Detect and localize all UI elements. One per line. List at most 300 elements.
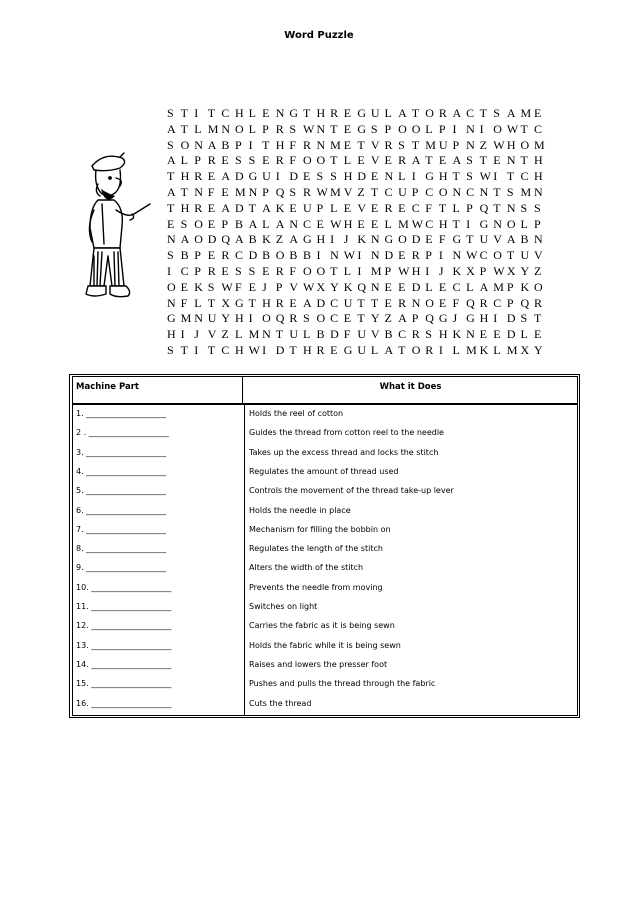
grid-letter: T — [357, 137, 365, 152]
grid-letter: U — [357, 327, 366, 342]
grid-letter: Y — [330, 279, 339, 294]
grid-letter: O — [493, 248, 502, 263]
grid-letter: Z — [357, 184, 365, 199]
grid-letter: E — [479, 327, 487, 342]
grid-letter: R — [384, 200, 393, 215]
grid-letter: E — [207, 200, 216, 215]
grid-letter: E — [207, 216, 216, 231]
grid-letter: C — [330, 295, 339, 310]
grid-letter: D — [411, 232, 421, 247]
grid-letter: D — [207, 232, 217, 247]
grid-letter: H — [180, 200, 190, 215]
grid-letter: E — [302, 169, 311, 184]
grid-letter: R — [438, 106, 447, 120]
grid-letter: Z — [534, 263, 542, 278]
grid-letter: E — [398, 200, 406, 215]
grid-letter: O — [302, 263, 312, 278]
grid-letter: H — [479, 311, 489, 326]
header-what-it-does: What it Does — [379, 382, 442, 392]
grid-letter: E — [207, 248, 216, 263]
grid-letter: V — [534, 248, 543, 263]
grid-letter: V — [370, 153, 380, 168]
grid-letter: O — [520, 137, 530, 152]
grid-letter: Q — [357, 279, 366, 294]
grid-letter: L — [398, 169, 406, 184]
grid-letter: V — [370, 137, 380, 152]
grid-letter: O — [262, 311, 271, 326]
grid-letter: T — [479, 153, 487, 168]
grid-letter: R — [207, 263, 216, 278]
grid-letter: S — [248, 153, 256, 168]
grid-row — [167, 167, 577, 183]
grid-letter: V — [357, 200, 366, 215]
grid-letter: T — [398, 342, 406, 357]
grid-letter: N — [275, 106, 285, 120]
grid-letter: A — [289, 232, 299, 247]
grid-letter: E — [248, 279, 256, 294]
grid-letter: O — [194, 216, 203, 231]
answer-blank[interactable]: 2 . ____________________ — [76, 428, 169, 438]
grid-letter: B — [180, 248, 189, 263]
grid-letter: A — [506, 106, 516, 120]
grid-letter: E — [262, 106, 270, 120]
grid-letter: C — [221, 106, 230, 120]
grid-letter: R — [479, 295, 488, 310]
answer-blank[interactable]: 4. ____________________ — [76, 466, 167, 476]
grid-letter: K — [357, 232, 366, 247]
grid-letter: T — [357, 295, 365, 310]
grid-letter: P — [438, 121, 446, 136]
grid-letter: R — [302, 184, 311, 199]
grid-letter: O — [411, 121, 421, 136]
grid-letter: T — [411, 137, 420, 152]
grid-letter: T — [438, 200, 447, 215]
grid-letter: N — [194, 184, 203, 199]
grid-letter: S — [167, 342, 174, 357]
grid-letter: R — [302, 137, 311, 152]
grid-letter: Z — [275, 232, 284, 247]
grid-letter: M — [234, 184, 246, 199]
grid-letter: M — [466, 342, 477, 357]
grid-letter: B — [262, 248, 271, 263]
answer-blank[interactable]: 12. ____________________ — [76, 621, 172, 631]
answer-blank[interactable]: 13. ____________________ — [76, 640, 172, 650]
grid-letter: A — [221, 200, 231, 215]
grid-letter: D — [234, 169, 244, 184]
grid-letter: N — [534, 232, 543, 247]
grid-letter: G — [289, 106, 299, 120]
grid-letter: T — [248, 200, 256, 215]
grid-letter: L — [262, 216, 270, 231]
grid-letter: L — [384, 216, 392, 231]
grid-letter: W — [330, 216, 342, 231]
grid-letter: P — [479, 263, 487, 278]
grid-letter: Q — [425, 311, 434, 326]
grid-letter: J — [343, 232, 349, 247]
grid-letter: A — [302, 295, 312, 310]
grid-letter: E — [221, 263, 229, 278]
grid-letter: E — [330, 342, 338, 357]
grid-letter: O — [506, 216, 516, 231]
answer-blank[interactable]: 8. ____________________ — [76, 544, 167, 554]
grid-letter: N — [493, 216, 502, 231]
grid-letter: U — [302, 200, 312, 215]
grid-letter: E — [534, 106, 542, 120]
grid-letter: L — [425, 279, 433, 294]
grid-letter: R — [275, 121, 284, 136]
grid-letter: U — [398, 184, 407, 199]
grid-letter: X — [466, 263, 475, 278]
grid-letter: I — [357, 248, 362, 263]
grid-letter: E — [493, 153, 501, 168]
grid-letter: I — [425, 263, 430, 278]
grid-letter: A — [248, 216, 258, 231]
grid-letter: U — [357, 342, 366, 357]
grid-letter: A — [398, 311, 407, 326]
grid-letter: O — [275, 248, 285, 263]
grid-row — [167, 262, 577, 278]
grid-letter: I — [167, 263, 171, 278]
grid-letter: I — [275, 169, 280, 184]
grid-letter: E — [316, 216, 324, 231]
grid-letter: N — [506, 200, 516, 215]
grid-letter: S — [167, 248, 174, 263]
grid-letter: I — [493, 311, 498, 326]
grid-letter: L — [452, 200, 460, 215]
grid-letter: T — [180, 342, 188, 357]
grid-row — [167, 230, 577, 246]
grid-letter: T — [493, 200, 501, 215]
grid-letter: E — [221, 153, 229, 168]
grid-letter: N — [316, 121, 326, 136]
grid-letter: L — [302, 327, 311, 342]
grid-letter: L — [452, 342, 460, 357]
grid-letter: E — [167, 216, 175, 231]
answer-blank[interactable]: 7. ____________________ — [76, 524, 167, 534]
grid-letter: A — [398, 106, 407, 120]
part-description: Pushes and pulls the thread through the fabric — [249, 679, 436, 689]
part-description: Prevents the needle from moving — [249, 582, 383, 592]
grid-letter: L — [520, 216, 528, 231]
answer-blank[interactable]: 1. ____________________ — [76, 409, 167, 418]
answer-blank[interactable]: 15. ____________________ — [76, 679, 172, 689]
grid-letter: Q — [479, 200, 489, 215]
grid-letter: C — [180, 263, 189, 278]
grid-letter: L — [248, 121, 256, 136]
grid-letter: O — [425, 106, 434, 120]
grid-letter: G — [466, 311, 475, 326]
answer-blank[interactable]: 5. ____________________ — [76, 486, 167, 496]
grid-letter: A — [411, 153, 421, 168]
grid-letter: O — [234, 121, 244, 136]
grid-letter: I — [194, 106, 199, 120]
grid-letter: N — [384, 169, 394, 184]
grid-letter: L — [180, 153, 188, 168]
grid-row — [167, 341, 577, 357]
grid-letter: H — [438, 327, 448, 342]
grid-letter: M — [520, 184, 532, 199]
answer-blank[interactable]: 14. ____________________ — [76, 659, 172, 669]
grid-letter: K — [452, 263, 462, 278]
grid-letter: T — [466, 232, 474, 247]
grid-letter: T — [520, 121, 528, 136]
grid-letter: J — [438, 263, 444, 278]
grid-letter: D — [384, 248, 394, 263]
grid-row — [167, 199, 577, 215]
grid-letter: N — [466, 121, 475, 136]
grid-letter: P — [384, 121, 392, 136]
grid-letter: L — [466, 279, 474, 294]
grid-letter: S — [167, 106, 174, 120]
answer-blank[interactable]: 11. ____________________ — [76, 602, 172, 611]
grid-letter: H — [506, 137, 516, 152]
word-search-grid — [167, 104, 577, 357]
grid-letter: M — [370, 263, 382, 278]
grid-letter: C — [466, 106, 475, 120]
grid-letter: Q — [275, 311, 285, 326]
grid-letter: T — [357, 311, 365, 326]
grid-letter: T — [275, 327, 284, 342]
grid-letter: A — [384, 342, 394, 357]
grid-letter: F — [452, 295, 460, 310]
grid-letter: E — [180, 279, 188, 294]
grid-letter: P — [452, 137, 460, 152]
grid-letter: L — [425, 121, 433, 136]
answer-blank[interactable]: 6. ____________________ — [76, 505, 167, 515]
grid-letter: V — [343, 184, 353, 199]
grid-letter: A — [506, 232, 516, 247]
grid-letter: R — [289, 311, 298, 326]
grid-letter: E — [357, 216, 365, 231]
grid-letter: X — [506, 263, 516, 278]
grid-letter: P — [221, 216, 229, 231]
grid-letter: O — [316, 263, 326, 278]
grid-letter: A — [479, 279, 489, 294]
grid-letter: I — [180, 327, 185, 342]
grid-letter: R — [411, 248, 420, 263]
grid-letter: G — [438, 311, 448, 326]
grid-letter: S — [316, 169, 324, 184]
grid-letter: T — [411, 106, 420, 120]
grid-letter: V — [370, 327, 380, 342]
grid-letter: E — [343, 106, 352, 120]
grid-letter: T — [520, 153, 528, 168]
grid-letter: L — [330, 200, 338, 215]
grid-letter: F — [438, 232, 446, 247]
grid-letter: T — [180, 106, 188, 120]
grid-letter: R — [316, 342, 325, 357]
grid-letter: N — [534, 184, 543, 199]
grid-letter: A — [180, 232, 190, 247]
grid-letter: N — [221, 121, 231, 136]
grid-letter: D — [506, 311, 516, 326]
grid-letter: G — [384, 232, 394, 247]
grid-letter: G — [357, 121, 366, 136]
grid-letter: G — [234, 295, 244, 310]
grid-letter: B — [289, 248, 298, 263]
part-description: Carries the fabric as it is being sewn — [249, 621, 395, 631]
grid-letter: P — [275, 279, 283, 294]
grid-letter: L — [520, 327, 528, 342]
grid-letter: E — [425, 232, 433, 247]
grid-letter: Q — [275, 184, 285, 199]
grid-letter: M — [330, 184, 341, 199]
grid-letter: O — [194, 232, 203, 247]
grid-letter: D — [248, 248, 258, 263]
grid-letter: O — [398, 121, 407, 136]
grid-letter: V — [207, 327, 217, 342]
grid-letter: N — [452, 248, 462, 263]
grid-letter: C — [520, 169, 529, 184]
grid-row — [167, 183, 577, 199]
grid-letter: I — [466, 216, 471, 231]
grid-letter: H — [275, 137, 285, 152]
grid-letter: S — [466, 153, 473, 168]
grid-letter: O — [180, 137, 190, 152]
grid-letter: E — [343, 200, 352, 215]
grid-letter: R — [221, 248, 230, 263]
grid-letter: R — [207, 153, 216, 168]
grid-letter: E — [370, 169, 379, 184]
grid-letter: P — [384, 263, 392, 278]
grid-letter: H — [534, 169, 543, 184]
grid-letter: K — [452, 327, 462, 342]
grid-letter: T — [207, 295, 216, 310]
grid-letter: Y — [370, 311, 380, 326]
grid-letter: L — [493, 342, 501, 357]
grid-letter: S — [370, 121, 378, 136]
answer-blank[interactable]: 3. ____________________ — [76, 447, 167, 457]
grid-row — [167, 246, 577, 262]
part-description: Regulates the amount of thread used — [249, 466, 399, 476]
grid-letter: V — [289, 279, 299, 294]
grid-letter: E — [343, 137, 352, 152]
grid-letter: O — [411, 342, 421, 357]
grid-letter: I — [248, 137, 253, 152]
grid-letter: G — [248, 169, 258, 184]
grid-letter: E — [438, 295, 447, 310]
grid-letter: A — [167, 121, 176, 136]
grid-letter: X — [520, 342, 530, 357]
grid-letter: O — [316, 311, 326, 326]
grid-letter: N — [466, 137, 475, 152]
grid-letter: A — [234, 232, 244, 247]
grid-letter: N — [167, 295, 176, 310]
grid-letter: B — [302, 248, 311, 263]
grid-letter: U — [520, 248, 530, 263]
grid-letter: T — [262, 137, 270, 152]
grid-letter: N — [370, 232, 380, 247]
grid-letter: C — [425, 184, 434, 199]
grid-letter: W — [343, 248, 356, 263]
grid-letter: P — [411, 184, 419, 199]
grid-letter: I — [330, 232, 335, 247]
grid-letter: H — [234, 342, 244, 357]
answer-blank[interactable]: 10. ____________________ — [76, 582, 172, 592]
grid-letter: J — [452, 311, 458, 326]
grid-letter: U — [262, 169, 271, 184]
grid-letter: F — [180, 295, 188, 310]
grid-letter: K — [194, 279, 203, 294]
grid-letter: N — [370, 279, 380, 294]
grid-letter: R — [425, 342, 434, 357]
grid-letter: T — [493, 184, 501, 199]
grid-row — [167, 151, 577, 167]
grid-letter: A — [221, 169, 231, 184]
grid-row — [167, 136, 577, 152]
grid-letter: S — [425, 327, 432, 342]
grid-letter: W — [411, 216, 424, 231]
grid-letter: T — [452, 169, 460, 184]
grid-letter: R — [194, 200, 203, 215]
part-description: Controls the movement of the thread take-up lever — [249, 486, 454, 496]
grid-letter: E — [384, 279, 392, 294]
grid-letter: P — [411, 311, 419, 326]
grid-letter: R — [194, 169, 203, 184]
grid-letter: A — [167, 153, 176, 168]
grid-letter: P — [534, 216, 541, 231]
grid-letter: E — [370, 216, 379, 231]
grid-letter: U — [438, 137, 448, 152]
grid-letter: N — [506, 153, 516, 168]
grid-letter: W — [302, 121, 315, 136]
grid-letter: G — [167, 311, 176, 326]
header-machine-part: Machine Part — [73, 377, 243, 403]
grid-letter: E — [262, 263, 270, 278]
grid-letter: S — [493, 106, 500, 120]
part-description: Raises and lowers the presser foot — [249, 659, 388, 669]
grid-letter: M — [520, 106, 532, 120]
grid-letter: E — [438, 153, 447, 168]
grid-letter: N — [370, 248, 380, 263]
grid-letter: K — [479, 342, 489, 357]
grid-letter: I — [262, 342, 267, 357]
grid-letter: F — [425, 200, 432, 215]
grid-row — [167, 104, 577, 120]
grid-letter: G — [425, 169, 434, 184]
answer-blank[interactable]: 16. ____________________ — [76, 698, 172, 708]
grid-letter: M — [398, 216, 409, 231]
grid-letter: C — [493, 295, 502, 310]
answer-blank[interactable]: 9. ____________________ — [76, 563, 167, 573]
grid-letter: E — [438, 279, 447, 294]
grid-letter: E — [289, 200, 297, 215]
grid-letter: I — [411, 169, 416, 184]
grid-letter: S — [289, 121, 297, 136]
grid-letter: U — [343, 295, 353, 310]
part-description: Switches on light — [249, 602, 318, 611]
grid-letter: G — [357, 106, 366, 120]
grid-letter: Z — [221, 327, 229, 342]
grid-letter: F — [207, 184, 215, 199]
grid-letter: D — [411, 279, 421, 294]
grid-letter: X — [316, 279, 326, 294]
grid-letter: R — [330, 106, 339, 120]
grid-letter: L — [343, 153, 352, 168]
grid-letter: H — [438, 216, 448, 231]
grid-letter: C — [452, 279, 461, 294]
grid-letter: W — [506, 121, 519, 136]
grid-letter: M — [425, 137, 436, 152]
part-description: Guides the thread from cotton reel to the needle — [249, 428, 444, 438]
grid-letter: I — [357, 263, 362, 278]
grid-letter: M — [330, 137, 341, 152]
grid-letter: S — [330, 169, 337, 184]
grid-letter: R — [275, 153, 284, 168]
grid-letter: S — [520, 200, 528, 215]
grid-letter: I — [493, 169, 498, 184]
grid-letter: C — [398, 327, 407, 342]
